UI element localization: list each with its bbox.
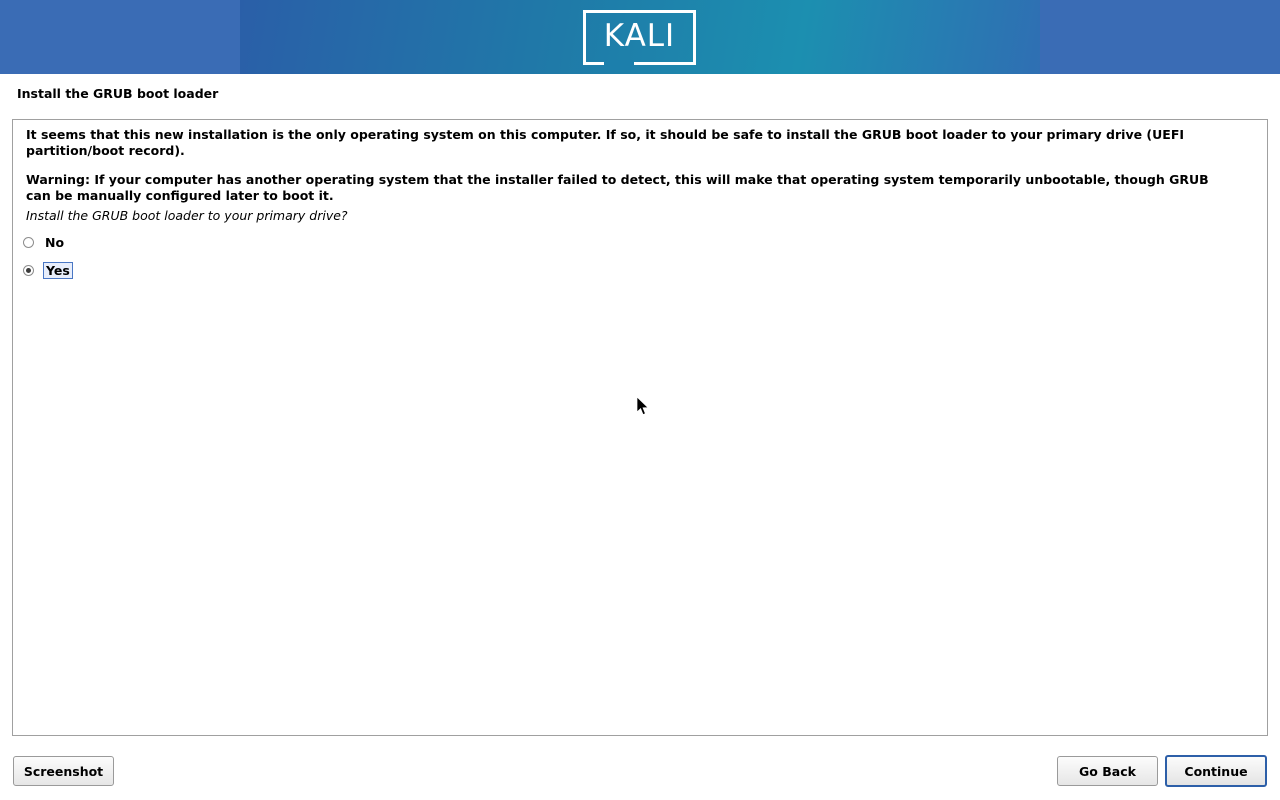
radio-option-no[interactable]	[23, 233, 66, 251]
radio-option-yes[interactable]	[23, 261, 73, 279]
warning-paragraph: Warning: If your computer has another operating system that the installer failed to detect, this will make that operating system temporarily unbootable, though GRUB can be manually configured later to boot it.	[26, 172, 1209, 203]
kali-banner	[0, 0, 1280, 74]
kali-logo-notch	[604, 60, 634, 70]
mouse-cursor-icon	[637, 397, 649, 416]
page-title: Install the GRUB boot loader	[17, 86, 219, 101]
screenshot-button[interactable]: Screenshot	[13, 756, 114, 786]
continue-button[interactable]: Continue	[1165, 755, 1267, 787]
go-back-button[interactable]: Go Back	[1057, 756, 1158, 786]
kali-logo-icon	[583, 10, 696, 65]
radio-no-label[interactable]: No	[45, 234, 65, 250]
radio-yes-label[interactable]: Yes	[43, 262, 73, 279]
question-label: Install the GRUB boot loader to your primary drive?	[26, 208, 348, 223]
radio-no-icon[interactable]	[23, 237, 34, 248]
info-paragraph: It seems that this new installation is the only operating system on this computer. If so, it should be safe to install the GRUB boot loader to your primary drive (UEFI partition/boot record).	[26, 127, 1185, 158]
kali-logo-text: KALI	[603, 18, 676, 54]
installer-content-frame	[12, 119, 1268, 736]
radio-yes-icon[interactable]	[23, 265, 34, 276]
